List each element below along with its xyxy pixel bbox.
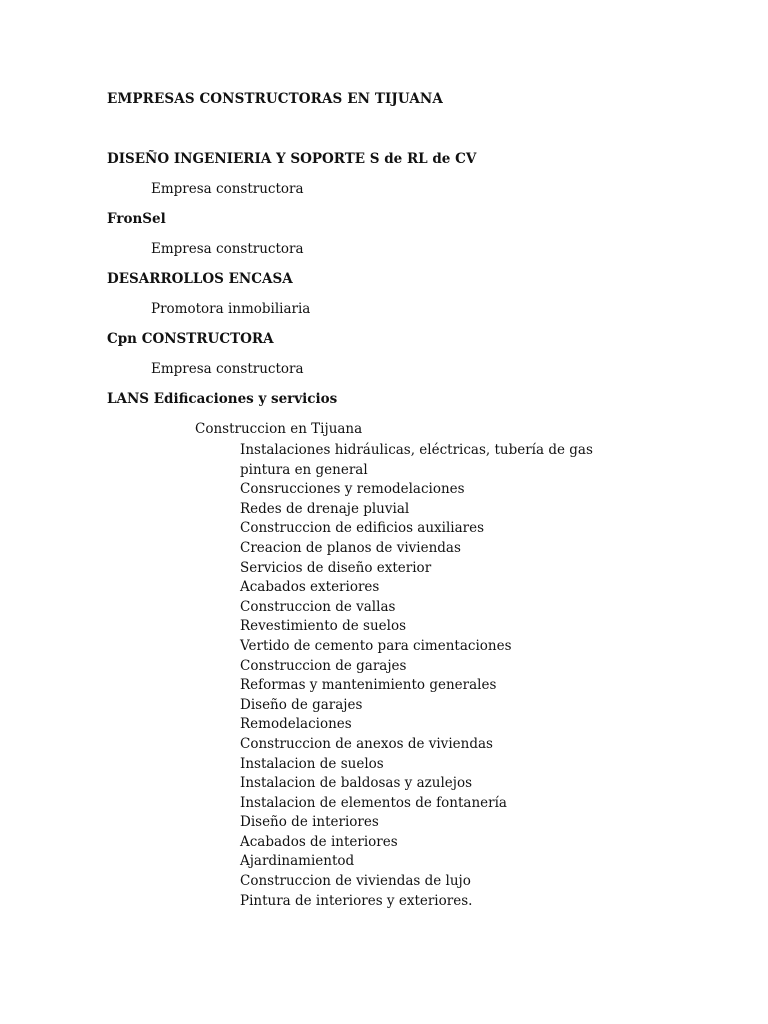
service-item: pintura en general <box>240 461 368 478</box>
service-item: Revestimiento de suelos <box>240 618 406 635</box>
company-type: Promotora inmobiliaria <box>151 301 311 317</box>
service-item: Remodelaciones <box>240 716 352 733</box>
service-item: Instalacion de baldosas y azulejos <box>240 775 473 792</box>
service-item: Construccion de edificios auxiliares <box>240 520 485 537</box>
service-item: Construccion de anexos de viviendas <box>240 735 493 752</box>
company-type: Empresa constructora <box>151 241 304 257</box>
service-item: Acabados de interiores <box>240 833 398 850</box>
company-type: Empresa constructora <box>151 181 304 197</box>
service-item: Instalacion de elementos de fontanería <box>240 794 507 811</box>
service-item: Instalaciones hidráulicas, eléctricas, tubería de gas <box>240 442 593 458</box>
lans-services-list <box>240 441 593 911</box>
service-item: Creacion de planos de viviendas <box>240 539 461 556</box>
company-name: DESARROLLOS ENCASA <box>107 271 293 287</box>
service-item: Construccion de vallas <box>240 598 396 615</box>
service-item: Reformas y mantenimiento generales <box>240 677 497 694</box>
service-item: Ajardinamientod <box>240 853 355 870</box>
service-item: Redes de drenaje pluvial <box>240 500 410 517</box>
service-item: Pintura de interiores y exteriores. <box>240 892 473 909</box>
service-item: Instalacion de suelos <box>240 755 384 772</box>
service-item: Construccion de garajes <box>240 657 407 674</box>
company-name: DISEÑO INGENIERIA Y SOPORTE S de RL de CV <box>107 151 477 167</box>
document-title: EMPRESAS CONSTRUCTORAS EN TIJUANA <box>107 91 443 107</box>
company-name: FronSel <box>107 211 166 227</box>
service-item: Vertido de cemento para cimentaciones <box>240 637 512 654</box>
service-item: Servicios de diseño exterior <box>240 559 432 576</box>
service-item: Acabados exteriores <box>240 579 380 596</box>
service-item: Construccion de viviendas de lujo <box>240 873 471 890</box>
service-item: Diseño de interiores <box>240 814 379 831</box>
service-item: Diseño de garajes <box>240 696 363 713</box>
lans-subheading: Construccion en Tijuana <box>195 421 363 437</box>
company-type: Empresa constructora <box>151 361 304 377</box>
company-name: LANS Edificaciones y servicios <box>107 391 338 407</box>
service-item: Consrucciones y remodelaciones <box>240 481 465 498</box>
company-name: Cpn CONSTRUCTORA <box>107 331 274 347</box>
